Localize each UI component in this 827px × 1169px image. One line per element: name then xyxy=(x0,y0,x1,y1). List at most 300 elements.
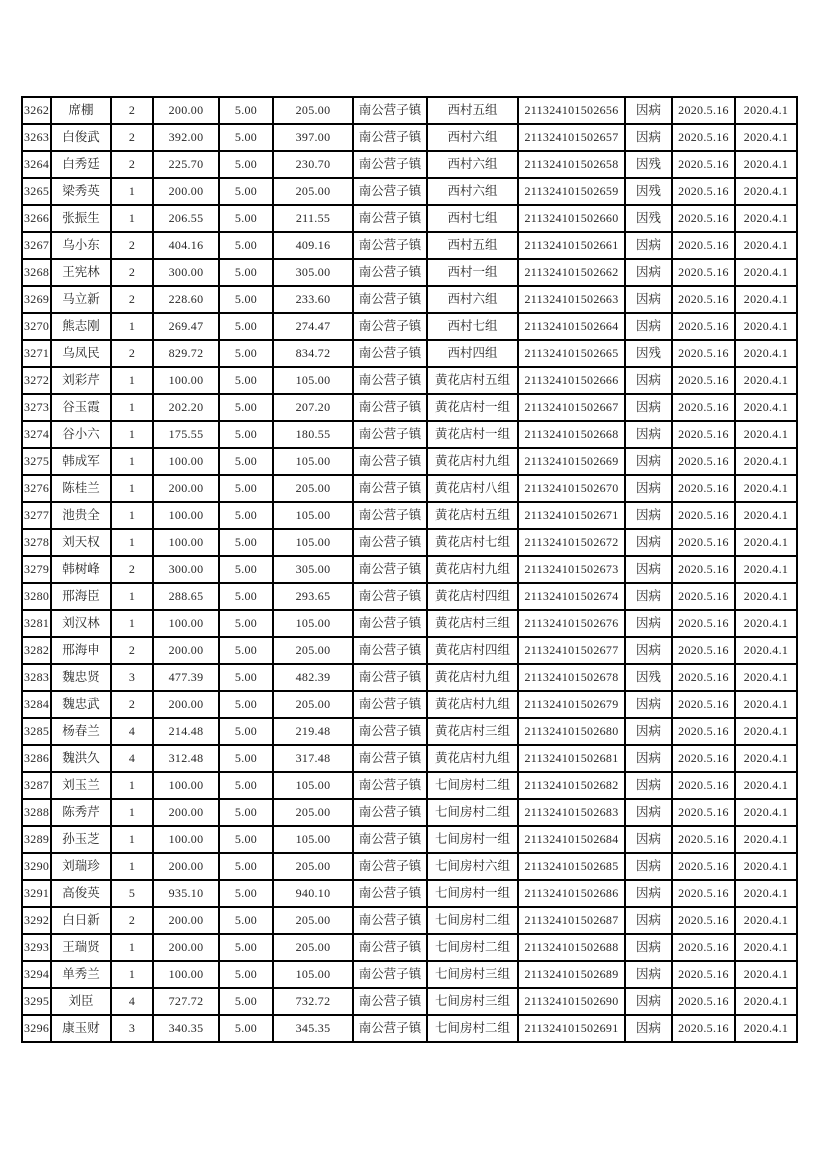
table-cell-date-issued: 2020.5.16 xyxy=(672,502,735,529)
table-cell-total-amount: 105.00 xyxy=(273,961,353,988)
table-cell-date-effective: 2020.4.1 xyxy=(735,664,797,691)
table-cell-name: 谷小六 xyxy=(51,421,111,448)
table-cell-reason: 因病 xyxy=(625,448,672,475)
table-cell-village-group: 黄花店村七组 xyxy=(427,529,518,556)
table-cell-date-effective: 2020.4.1 xyxy=(735,853,797,880)
table-cell-record-code: 211324101502681 xyxy=(518,745,625,772)
table-cell-village-group: 黄花店村四组 xyxy=(427,583,518,610)
table-cell-total-amount: 732.72 xyxy=(273,988,353,1015)
table-row xyxy=(22,232,797,259)
table-cell-village-group: 黄花店村三组 xyxy=(427,610,518,637)
table-cell-date-effective: 2020.4.1 xyxy=(735,718,797,745)
table-cell-person-count: 1 xyxy=(111,529,153,556)
table-cell-row-id: 3277 xyxy=(22,502,51,529)
table-cell-base-amount: 477.39 xyxy=(153,664,219,691)
table-cell-village-group: 西村五组 xyxy=(427,232,518,259)
table-row xyxy=(22,637,797,664)
table-cell-base-amount: 206.55 xyxy=(153,205,219,232)
table-cell-reason: 因病 xyxy=(625,475,672,502)
table-cell-town: 南公营子镇 xyxy=(353,988,427,1015)
table-cell-village-group: 黄花店村九组 xyxy=(427,691,518,718)
table-row xyxy=(22,799,797,826)
table-cell-town: 南公营子镇 xyxy=(353,448,427,475)
table-cell-village-group: 黄花店村四组 xyxy=(427,637,518,664)
table-cell-supplement: 5.00 xyxy=(219,934,273,961)
table-row xyxy=(22,421,797,448)
table-cell-date-effective: 2020.4.1 xyxy=(735,286,797,313)
table-cell-name: 乌凤民 xyxy=(51,340,111,367)
table-cell-base-amount: 200.00 xyxy=(153,853,219,880)
table-cell-date-effective: 2020.4.1 xyxy=(735,610,797,637)
table-cell-date-effective: 2020.4.1 xyxy=(735,502,797,529)
table-cell-town: 南公营子镇 xyxy=(353,124,427,151)
table-cell-record-code: 211324101502670 xyxy=(518,475,625,502)
table-cell-date-effective: 2020.4.1 xyxy=(735,745,797,772)
table-cell-name: 康玉财 xyxy=(51,1015,111,1042)
table-cell-record-code: 211324101502679 xyxy=(518,691,625,718)
table-cell-record-code: 211324101502685 xyxy=(518,853,625,880)
table-cell-town: 南公营子镇 xyxy=(353,637,427,664)
table-cell-reason: 因病 xyxy=(625,772,672,799)
table-cell-name: 王瑞贤 xyxy=(51,934,111,961)
table-cell-date-issued: 2020.5.16 xyxy=(672,853,735,880)
table-cell-town: 南公营子镇 xyxy=(353,664,427,691)
table-row xyxy=(22,988,797,1015)
table-cell-date-effective: 2020.4.1 xyxy=(735,691,797,718)
table-cell-total-amount: 105.00 xyxy=(273,529,353,556)
table-cell-base-amount: 200.00 xyxy=(153,97,219,124)
table-cell-person-count: 1 xyxy=(111,205,153,232)
table-cell-village-group: 七间房村二组 xyxy=(427,799,518,826)
table-cell-row-id: 3280 xyxy=(22,583,51,610)
table-cell-date-effective: 2020.4.1 xyxy=(735,988,797,1015)
table-cell-record-code: 211324101502689 xyxy=(518,961,625,988)
table-cell-town: 南公营子镇 xyxy=(353,421,427,448)
table-cell-village-group: 西村七组 xyxy=(427,205,518,232)
table-cell-village-group: 西村一组 xyxy=(427,259,518,286)
table-cell-row-id: 3284 xyxy=(22,691,51,718)
table-cell-record-code: 211324101502686 xyxy=(518,880,625,907)
table-cell-date-issued: 2020.5.16 xyxy=(672,178,735,205)
table-cell-supplement: 5.00 xyxy=(219,178,273,205)
table-cell-date-effective: 2020.4.1 xyxy=(735,259,797,286)
table-cell-base-amount: 200.00 xyxy=(153,907,219,934)
table-cell-supplement: 5.00 xyxy=(219,799,273,826)
table-cell-date-effective: 2020.4.1 xyxy=(735,529,797,556)
table-cell-record-code: 211324101502669 xyxy=(518,448,625,475)
table-row xyxy=(22,691,797,718)
table-cell-supplement: 5.00 xyxy=(219,745,273,772)
table-row xyxy=(22,610,797,637)
table-cell-total-amount: 205.00 xyxy=(273,934,353,961)
table-cell-row-id: 3288 xyxy=(22,799,51,826)
table-row xyxy=(22,853,797,880)
table-cell-village-group: 黄花店村八组 xyxy=(427,475,518,502)
table-cell-village-group: 七间房村一组 xyxy=(427,880,518,907)
table-row xyxy=(22,880,797,907)
table-cell-record-code: 211324101502660 xyxy=(518,205,625,232)
table-cell-supplement: 5.00 xyxy=(219,1015,273,1042)
table-cell-row-id: 3296 xyxy=(22,1015,51,1042)
table-cell-town: 南公营子镇 xyxy=(353,583,427,610)
table-cell-row-id: 3283 xyxy=(22,664,51,691)
table-cell-row-id: 3262 xyxy=(22,97,51,124)
table-cell-row-id: 3292 xyxy=(22,907,51,934)
table-row xyxy=(22,502,797,529)
table-cell-record-code: 211324101502682 xyxy=(518,772,625,799)
table-cell-person-count: 4 xyxy=(111,988,153,1015)
table-cell-row-id: 3263 xyxy=(22,124,51,151)
table-cell-date-effective: 2020.4.1 xyxy=(735,799,797,826)
table-cell-row-id: 3289 xyxy=(22,826,51,853)
table-cell-town: 南公营子镇 xyxy=(353,718,427,745)
table-cell-name: 乌小东 xyxy=(51,232,111,259)
table-cell-town: 南公营子镇 xyxy=(353,691,427,718)
table-cell-town: 南公营子镇 xyxy=(353,475,427,502)
table-cell-town: 南公营子镇 xyxy=(353,232,427,259)
table-cell-row-id: 3273 xyxy=(22,394,51,421)
table-cell-row-id: 3290 xyxy=(22,853,51,880)
table-cell-total-amount: 834.72 xyxy=(273,340,353,367)
table-cell-village-group: 七间房村三组 xyxy=(427,988,518,1015)
table-cell-town: 南公营子镇 xyxy=(353,178,427,205)
table-cell-record-code: 211324101502674 xyxy=(518,583,625,610)
table-cell-record-code: 211324101502662 xyxy=(518,259,625,286)
table-cell-supplement: 5.00 xyxy=(219,151,273,178)
table-cell-date-effective: 2020.4.1 xyxy=(735,97,797,124)
table-cell-base-amount: 340.35 xyxy=(153,1015,219,1042)
table-cell-name: 陈秀芹 xyxy=(51,799,111,826)
table-cell-record-code: 211324101502667 xyxy=(518,394,625,421)
table-cell-town: 南公营子镇 xyxy=(353,907,427,934)
table-cell-name: 陈桂兰 xyxy=(51,475,111,502)
table-cell-supplement: 5.00 xyxy=(219,502,273,529)
table-cell-town: 南公营子镇 xyxy=(353,1015,427,1042)
table-cell-village-group: 黄花店村五组 xyxy=(427,367,518,394)
table-cell-total-amount: 293.65 xyxy=(273,583,353,610)
table-cell-reason: 因病 xyxy=(625,583,672,610)
table-cell-record-code: 211324101502691 xyxy=(518,1015,625,1042)
table-cell-record-code: 211324101502677 xyxy=(518,637,625,664)
table-row xyxy=(22,745,797,772)
table-cell-person-count: 2 xyxy=(111,151,153,178)
table-cell-reason: 因病 xyxy=(625,286,672,313)
table-cell-town: 南公营子镇 xyxy=(353,529,427,556)
table-cell-total-amount: 482.39 xyxy=(273,664,353,691)
table-cell-name: 邢海臣 xyxy=(51,583,111,610)
table-cell-base-amount: 175.55 xyxy=(153,421,219,448)
table-cell-supplement: 5.00 xyxy=(219,259,273,286)
table-cell-name: 杨春兰 xyxy=(51,718,111,745)
table-cell-record-code: 211324101502665 xyxy=(518,340,625,367)
table-cell-date-effective: 2020.4.1 xyxy=(735,394,797,421)
table-cell-row-id: 3295 xyxy=(22,988,51,1015)
table-cell-person-count: 4 xyxy=(111,745,153,772)
table-row xyxy=(22,340,797,367)
table-cell-base-amount: 727.72 xyxy=(153,988,219,1015)
table-cell-row-id: 3276 xyxy=(22,475,51,502)
table-cell-reason: 因病 xyxy=(625,529,672,556)
table-cell-record-code: 211324101502690 xyxy=(518,988,625,1015)
table-cell-date-issued: 2020.5.16 xyxy=(672,205,735,232)
table-cell-record-code: 211324101502659 xyxy=(518,178,625,205)
table-cell-reason: 因病 xyxy=(625,718,672,745)
table-cell-supplement: 5.00 xyxy=(219,826,273,853)
table-cell-total-amount: 397.00 xyxy=(273,124,353,151)
table-cell-record-code: 211324101502666 xyxy=(518,367,625,394)
table-cell-row-id: 3282 xyxy=(22,637,51,664)
table-cell-base-amount: 312.48 xyxy=(153,745,219,772)
table-cell-total-amount: 305.00 xyxy=(273,259,353,286)
table-cell-supplement: 5.00 xyxy=(219,313,273,340)
table-cell-record-code: 211324101502683 xyxy=(518,799,625,826)
table-cell-record-code: 211324101502687 xyxy=(518,907,625,934)
table-cell-name: 王宪林 xyxy=(51,259,111,286)
table-cell-date-effective: 2020.4.1 xyxy=(735,583,797,610)
table-cell-date-issued: 2020.5.16 xyxy=(672,799,735,826)
table-cell-town: 南公营子镇 xyxy=(353,799,427,826)
table-cell-date-issued: 2020.5.16 xyxy=(672,340,735,367)
table-cell-date-issued: 2020.5.16 xyxy=(672,745,735,772)
table-cell-person-count: 1 xyxy=(111,178,153,205)
table-cell-reason: 因残 xyxy=(625,205,672,232)
table-cell-reason: 因病 xyxy=(625,421,672,448)
table-cell-name: 刘天权 xyxy=(51,529,111,556)
table-cell-person-count: 1 xyxy=(111,772,153,799)
table-cell-reason: 因病 xyxy=(625,1015,672,1042)
table-cell-reason: 因病 xyxy=(625,367,672,394)
table-cell-date-effective: 2020.4.1 xyxy=(735,313,797,340)
table-cell-total-amount: 105.00 xyxy=(273,448,353,475)
table-cell-name: 魏洪久 xyxy=(51,745,111,772)
table-cell-date-effective: 2020.4.1 xyxy=(735,826,797,853)
table-cell-supplement: 5.00 xyxy=(219,205,273,232)
table-cell-village-group: 黄花店村五组 xyxy=(427,502,518,529)
table-cell-person-count: 3 xyxy=(111,664,153,691)
table-row xyxy=(22,178,797,205)
table-cell-reason: 因病 xyxy=(625,853,672,880)
table-cell-record-code: 211324101502673 xyxy=(518,556,625,583)
table-cell-name: 刘彩芹 xyxy=(51,367,111,394)
table-cell-person-count: 2 xyxy=(111,97,153,124)
table-cell-supplement: 5.00 xyxy=(219,961,273,988)
table-cell-town: 南公营子镇 xyxy=(353,826,427,853)
table-row xyxy=(22,259,797,286)
table-cell-reason: 因病 xyxy=(625,556,672,583)
table-cell-person-count: 2 xyxy=(111,286,153,313)
table-cell-reason: 因残 xyxy=(625,340,672,367)
table-cell-town: 南公营子镇 xyxy=(353,394,427,421)
table-cell-reason: 因病 xyxy=(625,124,672,151)
table-cell-supplement: 5.00 xyxy=(219,772,273,799)
table-cell-date-effective: 2020.4.1 xyxy=(735,124,797,151)
table-cell-supplement: 5.00 xyxy=(219,691,273,718)
table-cell-person-count: 2 xyxy=(111,637,153,664)
table-cell-date-effective: 2020.4.1 xyxy=(735,475,797,502)
table-cell-date-issued: 2020.5.16 xyxy=(672,529,735,556)
table-cell-date-issued: 2020.5.16 xyxy=(672,691,735,718)
table-cell-date-effective: 2020.4.1 xyxy=(735,934,797,961)
table-cell-date-effective: 2020.4.1 xyxy=(735,637,797,664)
table-cell-base-amount: 300.00 xyxy=(153,556,219,583)
table-cell-town: 南公营子镇 xyxy=(353,259,427,286)
table-cell-name: 韩树峰 xyxy=(51,556,111,583)
table-cell-name: 魏忠武 xyxy=(51,691,111,718)
table-cell-supplement: 5.00 xyxy=(219,907,273,934)
table-cell-person-count: 1 xyxy=(111,421,153,448)
table-cell-person-count: 1 xyxy=(111,934,153,961)
table-cell-date-effective: 2020.4.1 xyxy=(735,880,797,907)
table-cell-total-amount: 219.48 xyxy=(273,718,353,745)
table-row xyxy=(22,97,797,124)
table-row xyxy=(22,826,797,853)
table-cell-base-amount: 100.00 xyxy=(153,610,219,637)
table-cell-village-group: 西村六组 xyxy=(427,286,518,313)
table-cell-village-group: 黄花店村九组 xyxy=(427,556,518,583)
table-row xyxy=(22,475,797,502)
table-cell-date-issued: 2020.5.16 xyxy=(672,313,735,340)
table-cell-town: 南公营子镇 xyxy=(353,502,427,529)
table-cell-supplement: 5.00 xyxy=(219,637,273,664)
table-cell-row-id: 3281 xyxy=(22,610,51,637)
table-cell-row-id: 3264 xyxy=(22,151,51,178)
table-cell-total-amount: 180.55 xyxy=(273,421,353,448)
table-cell-date-effective: 2020.4.1 xyxy=(735,151,797,178)
table-cell-village-group: 七间房村三组 xyxy=(427,961,518,988)
table-cell-base-amount: 392.00 xyxy=(153,124,219,151)
table-cell-supplement: 5.00 xyxy=(219,286,273,313)
table-cell-reason: 因病 xyxy=(625,394,672,421)
table-cell-person-count: 1 xyxy=(111,367,153,394)
table-cell-name: 池贵全 xyxy=(51,502,111,529)
table-cell-record-code: 211324101502680 xyxy=(518,718,625,745)
table-cell-name: 张振生 xyxy=(51,205,111,232)
table-cell-person-count: 1 xyxy=(111,448,153,475)
table-cell-person-count: 1 xyxy=(111,313,153,340)
table-cell-person-count: 2 xyxy=(111,232,153,259)
table-cell-total-amount: 205.00 xyxy=(273,97,353,124)
table-cell-reason: 因病 xyxy=(625,259,672,286)
table-cell-date-issued: 2020.5.16 xyxy=(672,772,735,799)
table-cell-date-issued: 2020.5.16 xyxy=(672,97,735,124)
table-cell-supplement: 5.00 xyxy=(219,367,273,394)
table-cell-record-code: 211324101502664 xyxy=(518,313,625,340)
table-cell-record-code: 211324101502676 xyxy=(518,610,625,637)
table-cell-village-group: 西村六组 xyxy=(427,124,518,151)
table-cell-date-issued: 2020.5.16 xyxy=(672,1015,735,1042)
table-cell-base-amount: 100.00 xyxy=(153,448,219,475)
table-cell-supplement: 5.00 xyxy=(219,97,273,124)
table-cell-total-amount: 105.00 xyxy=(273,826,353,853)
table-cell-base-amount: 200.00 xyxy=(153,691,219,718)
table-cell-person-count: 2 xyxy=(111,259,153,286)
table-cell-village-group: 西村五组 xyxy=(427,97,518,124)
table-row xyxy=(22,448,797,475)
table-cell-reason: 因病 xyxy=(625,745,672,772)
table-row xyxy=(22,961,797,988)
table-cell-name: 单秀兰 xyxy=(51,961,111,988)
table-cell-supplement: 5.00 xyxy=(219,394,273,421)
table-cell-base-amount: 269.47 xyxy=(153,313,219,340)
table-cell-person-count: 1 xyxy=(111,394,153,421)
table-cell-reason: 因病 xyxy=(625,880,672,907)
table-cell-record-code: 211324101502672 xyxy=(518,529,625,556)
table-cell-row-id: 3274 xyxy=(22,421,51,448)
table-cell-base-amount: 200.00 xyxy=(153,799,219,826)
table-cell-date-effective: 2020.4.1 xyxy=(735,178,797,205)
table-cell-person-count: 2 xyxy=(111,124,153,151)
table-cell-supplement: 5.00 xyxy=(219,610,273,637)
subsidy-roster-table xyxy=(21,96,798,1043)
table-cell-name: 韩成军 xyxy=(51,448,111,475)
table-cell-village-group: 黄花店村九组 xyxy=(427,664,518,691)
table-cell-supplement: 5.00 xyxy=(219,232,273,259)
table-cell-row-id: 3271 xyxy=(22,340,51,367)
table-cell-town: 南公营子镇 xyxy=(353,880,427,907)
table-cell-base-amount: 935.10 xyxy=(153,880,219,907)
table-cell-row-id: 3270 xyxy=(22,313,51,340)
table-cell-row-id: 3293 xyxy=(22,934,51,961)
table-cell-total-amount: 205.00 xyxy=(273,178,353,205)
table-cell-date-effective: 2020.4.1 xyxy=(735,556,797,583)
table-cell-reason: 因病 xyxy=(625,961,672,988)
table-cell-reason: 因残 xyxy=(625,178,672,205)
table-cell-person-count: 1 xyxy=(111,583,153,610)
table-cell-total-amount: 205.00 xyxy=(273,853,353,880)
table-cell-name: 刘臣 xyxy=(51,988,111,1015)
table-row xyxy=(22,1015,797,1042)
table-cell-town: 南公营子镇 xyxy=(353,610,427,637)
table-cell-town: 南公营子镇 xyxy=(353,313,427,340)
table-row xyxy=(22,529,797,556)
table-cell-base-amount: 100.00 xyxy=(153,529,219,556)
table-cell-total-amount: 105.00 xyxy=(273,772,353,799)
table-cell-name: 马立新 xyxy=(51,286,111,313)
table-cell-person-count: 1 xyxy=(111,502,153,529)
table-cell-town: 南公营子镇 xyxy=(353,340,427,367)
table-cell-village-group: 七间房村二组 xyxy=(427,772,518,799)
table-cell-person-count: 2 xyxy=(111,340,153,367)
table-cell-name: 谷玉霞 xyxy=(51,394,111,421)
table-cell-supplement: 5.00 xyxy=(219,583,273,610)
table-cell-person-count: 4 xyxy=(111,718,153,745)
table-cell-name: 熊志刚 xyxy=(51,313,111,340)
table-cell-town: 南公营子镇 xyxy=(353,205,427,232)
table-cell-person-count: 1 xyxy=(111,853,153,880)
table-cell-date-issued: 2020.5.16 xyxy=(672,151,735,178)
table-cell-date-issued: 2020.5.16 xyxy=(672,907,735,934)
table-cell-date-issued: 2020.5.16 xyxy=(672,367,735,394)
table-cell-reason: 因病 xyxy=(625,637,672,664)
table-cell-supplement: 5.00 xyxy=(219,664,273,691)
table-cell-person-count: 2 xyxy=(111,691,153,718)
table-cell-village-group: 七间房村一组 xyxy=(427,826,518,853)
table-cell-row-id: 3291 xyxy=(22,880,51,907)
table-cell-date-issued: 2020.5.16 xyxy=(672,286,735,313)
table-cell-supplement: 5.00 xyxy=(219,853,273,880)
table-cell-date-issued: 2020.5.16 xyxy=(672,394,735,421)
table-cell-reason: 因病 xyxy=(625,610,672,637)
table-cell-date-issued: 2020.5.16 xyxy=(672,718,735,745)
table-cell-row-id: 3285 xyxy=(22,718,51,745)
table-cell-total-amount: 207.20 xyxy=(273,394,353,421)
table-cell-row-id: 3265 xyxy=(22,178,51,205)
table-cell-record-code: 211324101502661 xyxy=(518,232,625,259)
table-row xyxy=(22,556,797,583)
table-cell-date-issued: 2020.5.16 xyxy=(672,826,735,853)
table-cell-reason: 因病 xyxy=(625,691,672,718)
table-cell-base-amount: 100.00 xyxy=(153,367,219,394)
